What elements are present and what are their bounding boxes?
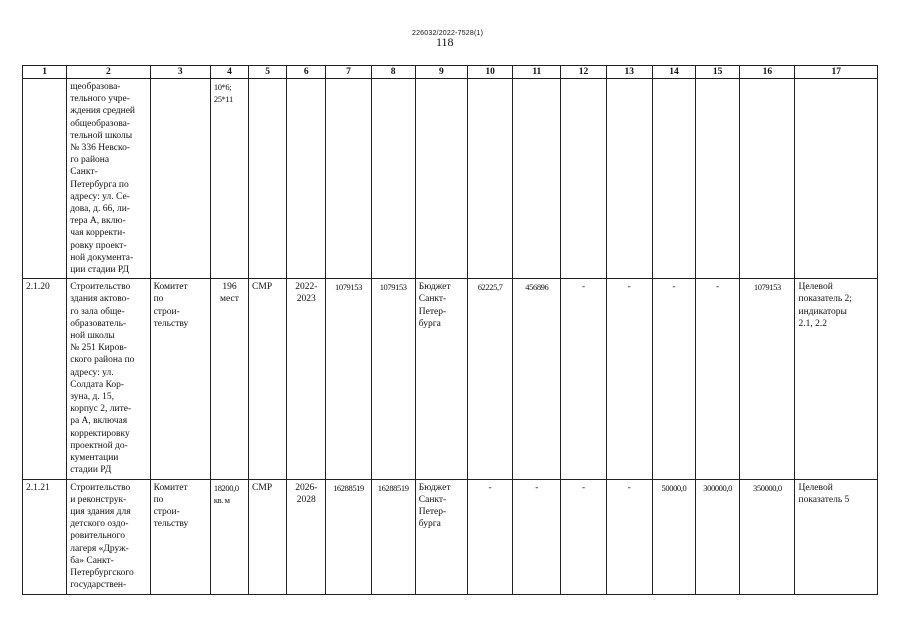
row-number: 2.1.21	[23, 479, 67, 594]
target-indicator: Целевой показатель 5	[795, 479, 878, 594]
column-header: 1	[23, 66, 67, 79]
column-header: 3	[150, 66, 210, 79]
amount-col-14: -	[652, 279, 695, 479]
cost-remaining: 16288519	[371, 479, 415, 594]
column-header: 13	[606, 66, 652, 79]
amount-col-10: -	[468, 479, 513, 594]
cost-total: 16288519	[326, 479, 371, 594]
target-indicator	[795, 79, 878, 279]
column-header: 11	[513, 66, 561, 79]
column-header: 2	[67, 66, 150, 79]
amount-col-16: 350000,0	[740, 479, 795, 594]
amount-col-16	[740, 79, 795, 279]
cost-remaining: 1079153	[371, 279, 415, 479]
amount-col-13	[606, 79, 652, 279]
table-row	[23, 79, 878, 279]
table-header-row	[23, 66, 878, 79]
table-row	[23, 279, 878, 479]
responsible-body	[150, 79, 210, 279]
amount-col-11: -	[513, 479, 561, 594]
amount-col-15: -	[696, 279, 740, 479]
amount-col-13: -	[606, 279, 652, 479]
amount-col-11: 456896	[513, 279, 561, 479]
object-name: щеобразова- тельного учре- ждения средней общеобразова- тельной школы № 336 Невско- го района Санкт- Петербурга по адресу: ул. Се- дова, д. 66, ли- тера А, вклю- чая корректи- ровку проект- ной документа- ции стадии РД	[67, 79, 150, 279]
cost-remaining	[371, 79, 415, 279]
work-type	[249, 79, 287, 279]
capacity: 18200,0 кв. м	[210, 479, 248, 594]
cost-total: 1079153	[326, 279, 371, 479]
amount-col-12	[561, 79, 606, 279]
column-header: 16	[740, 66, 795, 79]
amount-col-16: 1079153	[740, 279, 795, 479]
period	[287, 79, 326, 279]
responsible-body: Комитет по строи- тельству	[150, 279, 210, 479]
amount-col-15: 300000,0	[696, 479, 740, 594]
capacity: 196 мест	[210, 279, 248, 479]
document-id: 226032/2022-7528(1)	[412, 30, 484, 37]
column-header: 12	[561, 66, 606, 79]
amount-col-13: -	[606, 479, 652, 594]
capacity: 10*6; 25*11	[210, 79, 248, 279]
column-header: 4	[210, 66, 248, 79]
amount-col-15	[696, 79, 740, 279]
funding-source: Бюджет Санкт- Петер- бурга	[415, 479, 467, 594]
column-header: 14	[652, 66, 695, 79]
responsible-body: Комитет по строи- тельству	[150, 479, 210, 594]
column-header: 5	[249, 66, 287, 79]
row-number: 2.1.20	[23, 279, 67, 479]
period: 2022- 2023	[287, 279, 326, 479]
column-header: 6	[287, 66, 326, 79]
work-type: СМР	[249, 479, 287, 594]
funding-source	[415, 79, 467, 279]
amount-col-10	[468, 79, 513, 279]
funding-source: Бюджет Санкт- Петер- бурга	[415, 279, 467, 479]
row-number	[23, 79, 67, 279]
amount-col-12: -	[561, 479, 606, 594]
object-name: Строительство и реконструк- ция здания для детского оздо- ровительного лагеря «Друж- ба» Санкт- Петербургского государствен-	[67, 479, 150, 594]
column-header: 7	[326, 66, 371, 79]
amount-col-10: 62225,7	[468, 279, 513, 479]
period: 2026- 2028	[287, 479, 326, 594]
column-header: 10	[468, 66, 513, 79]
work-type: СМР	[249, 279, 287, 479]
column-header: 17	[795, 66, 878, 79]
cost-total	[326, 79, 371, 279]
column-header: 9	[415, 66, 467, 79]
table-row	[23, 479, 878, 594]
amount-col-14: 50000,0	[652, 479, 695, 594]
page-number: 118	[436, 35, 454, 49]
target-indicator: Целевой показатель 2; индикаторы 2.1, 2.2	[795, 279, 878, 479]
amount-col-12: -	[561, 279, 606, 479]
amount-col-14	[652, 79, 695, 279]
object-name: Строительство здания актово- го зала обще- образователь- ной школы № 251 Киров- ского района по адресу: ул. Солдата Кор- зуна, д. 15, корпус 2, лите- ра А, включая корректировку проектной до- кументации стадии РД	[67, 279, 150, 479]
program-table	[22, 65, 878, 595]
column-header: 15	[696, 66, 740, 79]
column-header: 8	[371, 66, 415, 79]
amount-col-11	[513, 79, 561, 279]
